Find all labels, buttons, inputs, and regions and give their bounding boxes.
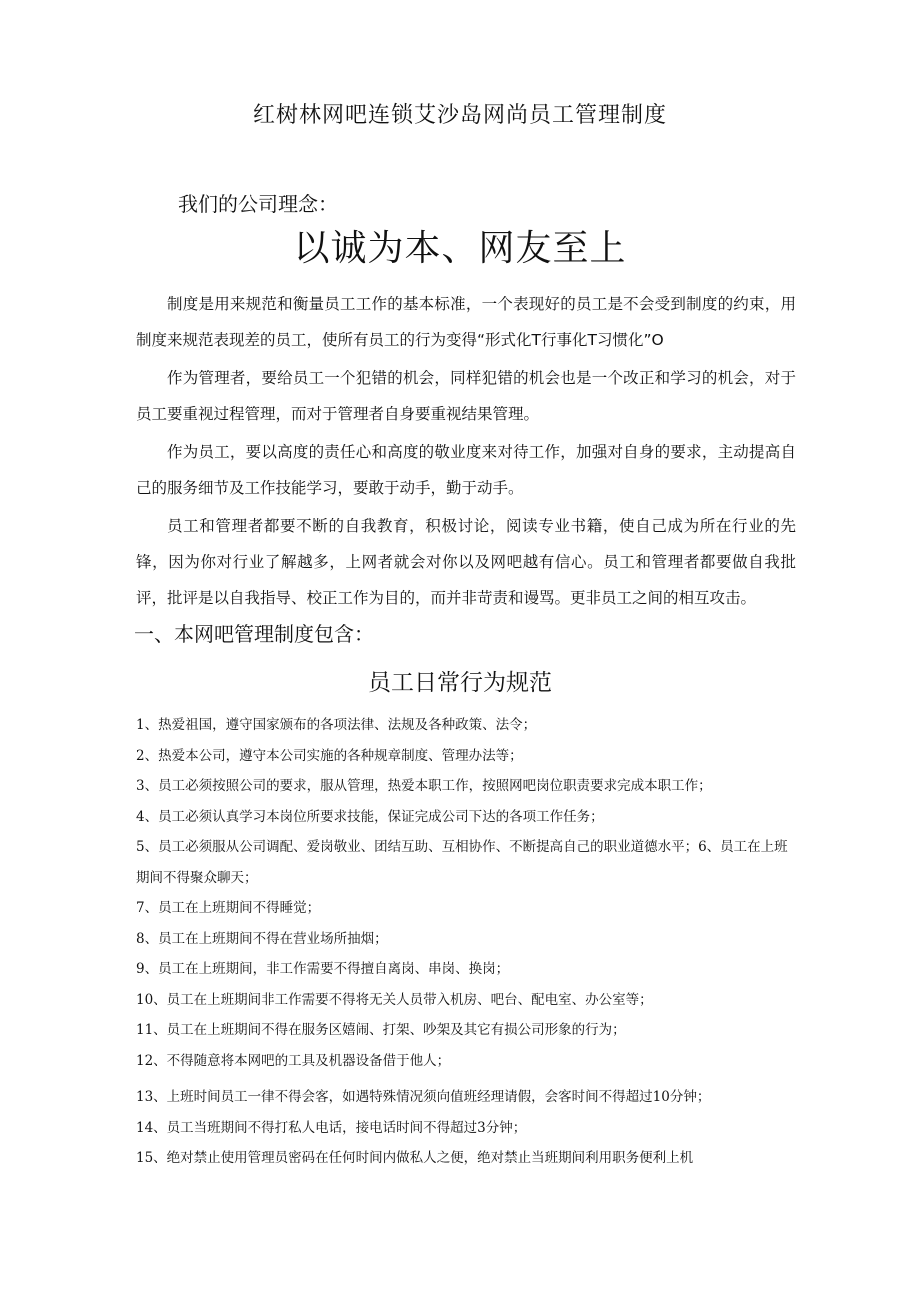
rule-item: 11、员工在上班期间不得在服务区嬉闹、打架、吵架及其它有损公司形象的行为； <box>136 1022 626 1038</box>
rule-item: 4、员工必须认真学习本岗位所要求技能，保证完成公司下达的各项工作任务； <box>136 808 604 825</box>
intro-paragraph: 作为管理者，要给员工一个犯错的机会，同样犯错的机会也是一个改正和学习的机会，对于员工要重视过程管理，而对于管理者自身要重视结果管理。 <box>136 369 796 423</box>
rule-item: 5、员工必须服从公司调配、爱岗敬业、团结互助、互相协作、不断提高自己的职业道德水平；6、员工在上班期间不得聚众聊天； <box>136 839 788 886</box>
section-heading: 一、本网吧管理制度包含： <box>134 622 374 646</box>
rule-item: 10、员工在上班期间非工作需要不得将无关人员带入机房、吧台、配电室、办公室等； <box>136 991 653 1008</box>
document-title: 红树林网吧连锁艾沙岛网尚员工管理制度 <box>252 103 667 128</box>
rule-item: 7、员工在上班期间不得睡觉； <box>136 900 321 916</box>
intro-section <box>136 286 796 618</box>
rule-item: 12、不得随意将本网吧的工具及机器设备借于他人； <box>136 1052 451 1069</box>
rule-item: 3、员工必须按照公司的要求，服从管理，热爱本职工作，按照网吧岗位职责要求完成本职工作； <box>136 778 712 794</box>
intro-paragraph: 作为员工，要以高度的责任心和高度的敬业度来对待工作，加强对自身的要求，主动提高自己的服务细节及工作技能学习，要敢于动手，勤于动手。 <box>136 443 796 497</box>
rule-item: 15、绝对禁止使用管理员密码在任何时间内做私人之便，绝对禁止当班期间利用职务便利上机 <box>136 1150 694 1166</box>
rule-item: 14、员工当班期间不得打私人电话，接电话时间不得超过3分钟； <box>136 1119 527 1136</box>
rule-item: 13、上班时间员工一律不得会客，如遇特殊情况须向值班经理请假，会客时间不得超过10分钟； <box>136 1089 711 1105</box>
intro-paragraph: 制度是用来规范和衡量员工工作的基本标准，一个表现好的员工是不会受到制度的约束，用制度来规范表现差的员工，使所有员工的行为变得“形式化T行事化T习惯化”O <box>136 295 796 349</box>
rules-list <box>136 710 796 1174</box>
rule-item: 9、员工在上班期间，非工作需要不得擅自离岗、串岗、换岗； <box>136 961 510 977</box>
motto-label: 我们的公司理念： <box>178 192 338 216</box>
rule-item: 1、热爱祖国，遵守国家颁布的各项法律、法规及各种政策、法令； <box>136 717 537 733</box>
rule-item: 2、热爱本公司，遵守本公司实施的各种规章制度、管理办法等； <box>136 747 523 764</box>
company-motto: 以诚为本、网友至上 <box>293 228 627 269</box>
intro-paragraph: 员工和管理者都要不断的自我教育，积极讨论，阅读专业书籍，使自己成为所在行业的先锋，因为你对行业了解越多，上网者就会对你以及网吧越有信心。员工和管理者都要做自我批评，批评是以自我指导、校正工作为目的，而并非苛责和谩骂。更非员工之间的相互攻击。 <box>136 517 796 607</box>
rules-title: 员工日常行为规范 <box>368 670 552 696</box>
rule-item: 8、员工在上班期间不得在营业场所抽烟； <box>136 930 388 947</box>
